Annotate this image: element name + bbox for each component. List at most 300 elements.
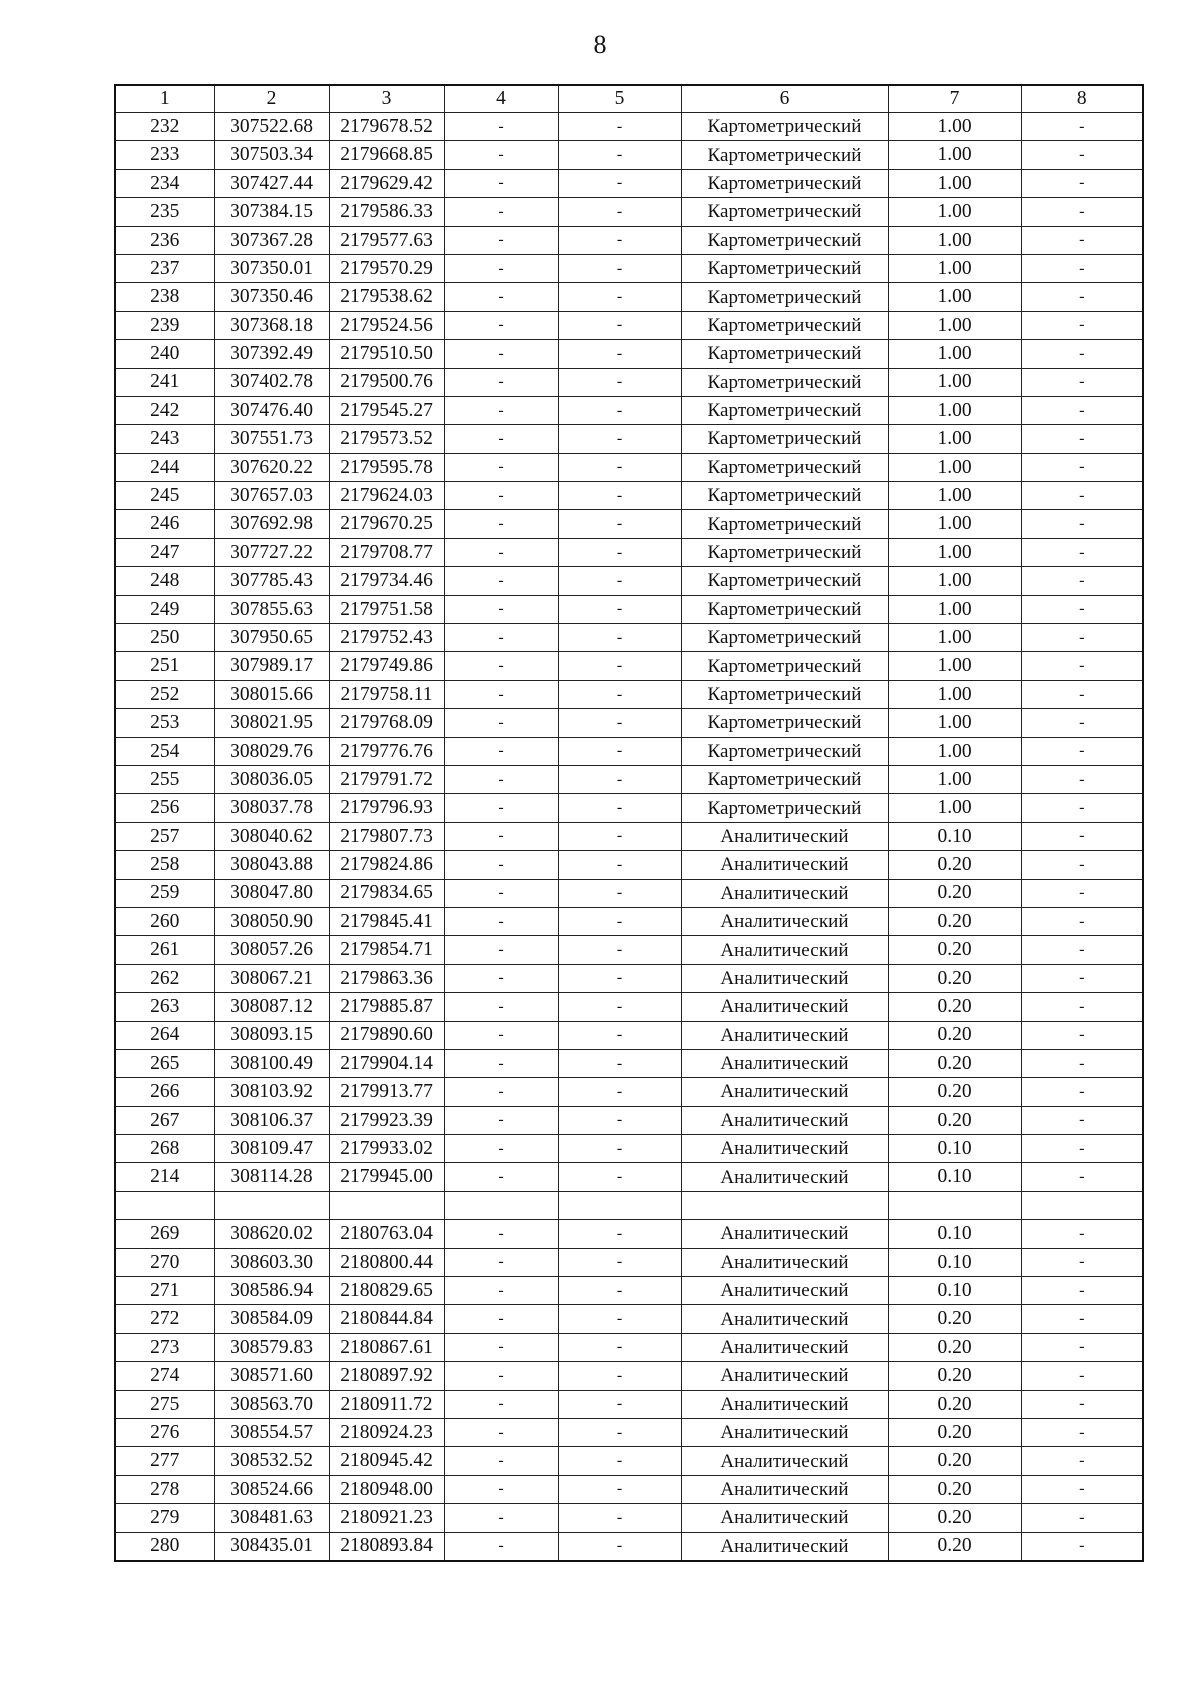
- column-4-cell: -: [444, 1475, 558, 1503]
- y-coordinate-cell: 2179670.25: [329, 510, 444, 538]
- method-cell: Аналитический: [681, 1333, 888, 1361]
- column-8-cell: -: [1021, 567, 1143, 595]
- column-5-cell: -: [558, 1362, 681, 1390]
- accuracy-cell: 1.00: [888, 340, 1021, 368]
- column-8-cell: [1021, 1191, 1143, 1219]
- column-8-cell: -: [1021, 254, 1143, 282]
- column-5-cell: [558, 1191, 681, 1219]
- column-4-cell: -: [444, 340, 558, 368]
- column-4-cell: -: [444, 1418, 558, 1446]
- method-cell: Картометрический: [681, 453, 888, 481]
- table-row: [115, 1390, 1143, 1418]
- column-5-cell: -: [558, 396, 681, 424]
- accuracy-cell: 1.00: [888, 453, 1021, 481]
- column-5-cell: -: [558, 993, 681, 1021]
- accuracy-cell: 0.10: [888, 1220, 1021, 1248]
- column-header: 8: [1021, 85, 1143, 113]
- column-8-cell: -: [1021, 1333, 1143, 1361]
- column-8-cell: -: [1021, 453, 1143, 481]
- column-8-cell: -: [1021, 1390, 1143, 1418]
- column-5-cell: -: [558, 907, 681, 935]
- column-5-cell: -: [558, 851, 681, 879]
- x-coordinate-cell: 307384.15: [214, 198, 329, 226]
- point-number-cell: 280: [115, 1532, 214, 1561]
- accuracy-cell: 1.00: [888, 113, 1021, 141]
- x-coordinate-cell: 308481.63: [214, 1504, 329, 1532]
- x-coordinate-cell: 307367.28: [214, 226, 329, 254]
- table-row: [115, 1277, 1143, 1305]
- column-4-cell: -: [444, 1504, 558, 1532]
- column-8-cell: -: [1021, 1475, 1143, 1503]
- y-coordinate-cell: 2179545.27: [329, 396, 444, 424]
- y-coordinate-cell: 2179749.86: [329, 652, 444, 680]
- x-coordinate-cell: 307950.65: [214, 624, 329, 652]
- point-number-cell: 243: [115, 425, 214, 453]
- column-5-cell: -: [558, 1333, 681, 1361]
- point-number-cell: 278: [115, 1475, 214, 1503]
- y-coordinate-cell: 2179796.93: [329, 794, 444, 822]
- x-coordinate-cell: 308584.09: [214, 1305, 329, 1333]
- column-5-cell: -: [558, 709, 681, 737]
- x-coordinate-cell: 307427.44: [214, 169, 329, 197]
- y-coordinate-cell: 2179570.29: [329, 254, 444, 282]
- column-header: 7: [888, 85, 1021, 113]
- point-number-cell: 238: [115, 283, 214, 311]
- x-coordinate-cell: 308435.01: [214, 1532, 329, 1561]
- accuracy-cell: 0.10: [888, 822, 1021, 850]
- column-5-cell: -: [558, 1049, 681, 1077]
- point-number-cell: 274: [115, 1362, 214, 1390]
- column-8-cell: -: [1021, 993, 1143, 1021]
- method-cell: Картометрический: [681, 141, 888, 169]
- x-coordinate-cell: 308050.90: [214, 907, 329, 935]
- column-8-cell: -: [1021, 851, 1143, 879]
- accuracy-cell: 0.20: [888, 1362, 1021, 1390]
- column-4-cell: -: [444, 1390, 558, 1418]
- accuracy-cell: 1.00: [888, 737, 1021, 765]
- column-8-cell: -: [1021, 1163, 1143, 1191]
- method-cell: Картометрический: [681, 311, 888, 339]
- column-4-cell: -: [444, 425, 558, 453]
- column-4-cell: -: [444, 1447, 558, 1475]
- method-cell: Картометрический: [681, 198, 888, 226]
- column-5-cell: -: [558, 1021, 681, 1049]
- point-number-cell: 258: [115, 851, 214, 879]
- column-4-cell: -: [444, 907, 558, 935]
- point-number-cell: 273: [115, 1333, 214, 1361]
- point-number-cell: 259: [115, 879, 214, 907]
- column-5-cell: -: [558, 1135, 681, 1163]
- point-number-cell: 246: [115, 510, 214, 538]
- column-4-cell: -: [444, 226, 558, 254]
- y-coordinate-cell: 2179890.60: [329, 1021, 444, 1049]
- x-coordinate-cell: 308579.83: [214, 1333, 329, 1361]
- column-4-cell: -: [444, 709, 558, 737]
- point-number-cell: 256: [115, 794, 214, 822]
- method-cell: Аналитический: [681, 822, 888, 850]
- x-coordinate-cell: 307785.43: [214, 567, 329, 595]
- y-coordinate-cell: 2179573.52: [329, 425, 444, 453]
- column-4-cell: -: [444, 964, 558, 992]
- column-5-cell: -: [558, 226, 681, 254]
- column-5-cell: -: [558, 879, 681, 907]
- column-8-cell: -: [1021, 425, 1143, 453]
- column-8-cell: -: [1021, 169, 1143, 197]
- y-coordinate-cell: 2180921.23: [329, 1504, 444, 1532]
- column-5-cell: -: [558, 283, 681, 311]
- column-5-cell: -: [558, 340, 681, 368]
- column-5-cell: -: [558, 1220, 681, 1248]
- table-row: [115, 510, 1143, 538]
- accuracy-cell: 1.00: [888, 425, 1021, 453]
- column-8-cell: -: [1021, 964, 1143, 992]
- column-8-cell: -: [1021, 652, 1143, 680]
- y-coordinate-cell: 2179708.77: [329, 538, 444, 566]
- method-cell: Аналитический: [681, 1248, 888, 1276]
- accuracy-cell: 1.00: [888, 765, 1021, 793]
- column-8-cell: -: [1021, 1277, 1143, 1305]
- column-header: 2: [214, 85, 329, 113]
- table-row: [115, 1418, 1143, 1446]
- table-row: [115, 1135, 1143, 1163]
- point-number-cell: 251: [115, 652, 214, 680]
- table-row: [115, 1532, 1143, 1561]
- y-coordinate-cell: 2180945.42: [329, 1447, 444, 1475]
- x-coordinate-cell: 307657.03: [214, 482, 329, 510]
- x-coordinate-cell: 308554.57: [214, 1418, 329, 1446]
- y-coordinate-cell: 2179776.76: [329, 737, 444, 765]
- table-row: [115, 879, 1143, 907]
- table-row: [115, 453, 1143, 481]
- method-cell: Картометрический: [681, 624, 888, 652]
- y-coordinate-cell: 2179945.00: [329, 1163, 444, 1191]
- column-4-cell: -: [444, 1135, 558, 1163]
- y-coordinate-cell: 2179586.33: [329, 198, 444, 226]
- y-coordinate-cell: 2179510.50: [329, 340, 444, 368]
- column-5-cell: -: [558, 538, 681, 566]
- y-coordinate-cell: 2179752.43: [329, 624, 444, 652]
- accuracy-cell: 0.20: [888, 1021, 1021, 1049]
- point-number-cell: 272: [115, 1305, 214, 1333]
- column-5-cell: -: [558, 198, 681, 226]
- y-coordinate-cell: 2179904.14: [329, 1049, 444, 1077]
- accuracy-cell: 0.20: [888, 1532, 1021, 1561]
- accuracy-cell: 0.10: [888, 1135, 1021, 1163]
- table-row: [115, 737, 1143, 765]
- y-coordinate-cell: 2179834.65: [329, 879, 444, 907]
- accuracy-cell: 1.00: [888, 652, 1021, 680]
- y-coordinate-cell: [329, 1191, 444, 1219]
- x-coordinate-cell: 308029.76: [214, 737, 329, 765]
- table-row: [115, 113, 1143, 141]
- column-5-cell: -: [558, 652, 681, 680]
- method-cell: Аналитический: [681, 1106, 888, 1134]
- column-4-cell: -: [444, 1106, 558, 1134]
- x-coordinate-cell: 308571.60: [214, 1362, 329, 1390]
- column-5-cell: -: [558, 1078, 681, 1106]
- x-coordinate-cell: 308103.92: [214, 1078, 329, 1106]
- column-5-cell: -: [558, 794, 681, 822]
- column-5-cell: -: [558, 169, 681, 197]
- x-coordinate-cell: 308021.95: [214, 709, 329, 737]
- y-coordinate-cell: 2179768.09: [329, 709, 444, 737]
- column-4-cell: -: [444, 453, 558, 481]
- point-number-cell: 239: [115, 311, 214, 339]
- method-cell: Аналитический: [681, 1049, 888, 1077]
- column-8-cell: -: [1021, 595, 1143, 623]
- accuracy-cell: 0.10: [888, 1163, 1021, 1191]
- table-row: [115, 340, 1143, 368]
- column-5-cell: -: [558, 482, 681, 510]
- point-number-cell: 252: [115, 680, 214, 708]
- column-8-cell: -: [1021, 1532, 1143, 1561]
- column-8-cell: -: [1021, 680, 1143, 708]
- x-coordinate-cell: 307989.17: [214, 652, 329, 680]
- table-row: [115, 1248, 1143, 1276]
- table-row: [115, 964, 1143, 992]
- table-row: [115, 425, 1143, 453]
- x-coordinate-cell: 308047.80: [214, 879, 329, 907]
- point-number-cell: 270: [115, 1248, 214, 1276]
- column-8-cell: -: [1021, 1305, 1143, 1333]
- column-8-cell: -: [1021, 510, 1143, 538]
- accuracy-cell: 1.00: [888, 567, 1021, 595]
- column-5-cell: -: [558, 737, 681, 765]
- column-4-cell: -: [444, 1333, 558, 1361]
- point-number-cell: 249: [115, 595, 214, 623]
- method-cell: Аналитический: [681, 964, 888, 992]
- column-4-cell: -: [444, 311, 558, 339]
- column-8-cell: -: [1021, 1106, 1143, 1134]
- column-8-cell: -: [1021, 1021, 1143, 1049]
- column-8-cell: -: [1021, 737, 1143, 765]
- column-8-cell: -: [1021, 936, 1143, 964]
- method-cell: Картометрический: [681, 113, 888, 141]
- x-coordinate-cell: 307476.40: [214, 396, 329, 424]
- column-5-cell: -: [558, 113, 681, 141]
- column-8-cell: -: [1021, 1248, 1143, 1276]
- column-4-cell: -: [444, 1248, 558, 1276]
- table-row: [115, 254, 1143, 282]
- accuracy-cell: 0.20: [888, 879, 1021, 907]
- accuracy-cell: 0.20: [888, 1475, 1021, 1503]
- column-5-cell: -: [558, 1248, 681, 1276]
- x-coordinate-cell: [214, 1191, 329, 1219]
- point-number-cell: 262: [115, 964, 214, 992]
- x-coordinate-cell: 307620.22: [214, 453, 329, 481]
- accuracy-cell: 0.20: [888, 1106, 1021, 1134]
- method-cell: Картометрический: [681, 709, 888, 737]
- y-coordinate-cell: 2180867.61: [329, 1333, 444, 1361]
- accuracy-cell: 1.00: [888, 794, 1021, 822]
- accuracy-cell: 1.00: [888, 538, 1021, 566]
- point-number-cell: 237: [115, 254, 214, 282]
- table-row: [115, 709, 1143, 737]
- column-5-cell: -: [558, 1163, 681, 1191]
- y-coordinate-cell: 2179500.76: [329, 368, 444, 396]
- table-row: [115, 368, 1143, 396]
- accuracy-cell: 1.00: [888, 141, 1021, 169]
- table-row: [115, 1021, 1143, 1049]
- column-4-cell: -: [444, 1532, 558, 1561]
- table-row: [115, 822, 1143, 850]
- method-cell: Аналитический: [681, 993, 888, 1021]
- accuracy-cell: [888, 1191, 1021, 1219]
- column-5-cell: -: [558, 1447, 681, 1475]
- table-row: [115, 794, 1143, 822]
- method-cell: Аналитический: [681, 1475, 888, 1503]
- column-4-cell: -: [444, 624, 558, 652]
- method-cell: Аналитический: [681, 1504, 888, 1532]
- point-number-cell: 235: [115, 198, 214, 226]
- table-row: [115, 1333, 1143, 1361]
- x-coordinate-cell: 307727.22: [214, 538, 329, 566]
- method-cell: Картометрический: [681, 680, 888, 708]
- point-number-cell: [115, 1191, 214, 1219]
- table-row: [115, 1078, 1143, 1106]
- column-5-cell: -: [558, 1475, 681, 1503]
- column-5-cell: -: [558, 425, 681, 453]
- column-4-cell: -: [444, 680, 558, 708]
- column-8-cell: -: [1021, 1447, 1143, 1475]
- column-4-cell: -: [444, 794, 558, 822]
- x-coordinate-cell: 308620.02: [214, 1220, 329, 1248]
- accuracy-cell: 1.00: [888, 709, 1021, 737]
- x-coordinate-cell: 307855.63: [214, 595, 329, 623]
- table-row: [115, 765, 1143, 793]
- page-number: 8: [593, 30, 607, 59]
- y-coordinate-cell: 2179678.52: [329, 113, 444, 141]
- table-row: [115, 1447, 1143, 1475]
- coordinates-table: [114, 84, 1144, 1562]
- column-8-cell: -: [1021, 141, 1143, 169]
- x-coordinate-cell: 308586.94: [214, 1277, 329, 1305]
- y-coordinate-cell: 2180763.04: [329, 1220, 444, 1248]
- y-coordinate-cell: 2179845.41: [329, 907, 444, 935]
- table-row: [115, 1220, 1143, 1248]
- method-cell: Картометрический: [681, 510, 888, 538]
- accuracy-cell: 0.20: [888, 1418, 1021, 1446]
- method-cell: Аналитический: [681, 1532, 888, 1561]
- point-number-cell: 267: [115, 1106, 214, 1134]
- x-coordinate-cell: 307350.01: [214, 254, 329, 282]
- column-8-cell: -: [1021, 226, 1143, 254]
- method-cell: Аналитический: [681, 1305, 888, 1333]
- table-row: [115, 538, 1143, 566]
- y-coordinate-cell: 2179807.73: [329, 822, 444, 850]
- accuracy-cell: 0.10: [888, 1248, 1021, 1276]
- table-row: [115, 283, 1143, 311]
- column-8-cell: -: [1021, 368, 1143, 396]
- column-header: 5: [558, 85, 681, 113]
- column-4-cell: -: [444, 169, 558, 197]
- x-coordinate-cell: 308067.21: [214, 964, 329, 992]
- accuracy-cell: 0.20: [888, 1390, 1021, 1418]
- method-cell: Аналитический: [681, 1277, 888, 1305]
- method-cell: Картометрический: [681, 169, 888, 197]
- point-number-cell: 255: [115, 765, 214, 793]
- accuracy-cell: 1.00: [888, 254, 1021, 282]
- method-cell: Аналитический: [681, 851, 888, 879]
- method-cell: Картометрический: [681, 425, 888, 453]
- column-8-cell: -: [1021, 198, 1143, 226]
- table-row: [115, 141, 1143, 169]
- column-5-cell: -: [558, 624, 681, 652]
- x-coordinate-cell: 308532.52: [214, 1447, 329, 1475]
- table-row: [115, 1504, 1143, 1532]
- column-5-cell: -: [558, 1390, 681, 1418]
- method-cell: Аналитический: [681, 1021, 888, 1049]
- accuracy-cell: 0.20: [888, 993, 1021, 1021]
- column-4-cell: -: [444, 396, 558, 424]
- method-cell: Аналитический: [681, 936, 888, 964]
- x-coordinate-cell: 307350.46: [214, 283, 329, 311]
- point-number-cell: 260: [115, 907, 214, 935]
- method-cell: Картометрический: [681, 368, 888, 396]
- column-8-cell: -: [1021, 907, 1143, 935]
- column-8-cell: -: [1021, 1078, 1143, 1106]
- table-row: [115, 680, 1143, 708]
- column-4-cell: -: [444, 283, 558, 311]
- accuracy-cell: 0.20: [888, 964, 1021, 992]
- method-cell: Картометрический: [681, 595, 888, 623]
- column-8-cell: -: [1021, 822, 1143, 850]
- table-row: [115, 1163, 1143, 1191]
- method-cell: Аналитический: [681, 1447, 888, 1475]
- column-4-cell: -: [444, 936, 558, 964]
- column-4-cell: -: [444, 652, 558, 680]
- column-5-cell: -: [558, 567, 681, 595]
- accuracy-cell: 1.00: [888, 595, 1021, 623]
- y-coordinate-cell: 2179863.36: [329, 964, 444, 992]
- method-cell: Картометрический: [681, 396, 888, 424]
- accuracy-cell: 1.00: [888, 510, 1021, 538]
- point-number-cell: 233: [115, 141, 214, 169]
- method-cell: Картометрический: [681, 254, 888, 282]
- method-cell: Аналитический: [681, 1390, 888, 1418]
- accuracy-cell: 1.00: [888, 311, 1021, 339]
- x-coordinate-cell: 307503.34: [214, 141, 329, 169]
- y-coordinate-cell: 2179885.87: [329, 993, 444, 1021]
- method-cell: Картометрический: [681, 538, 888, 566]
- column-4-cell: -: [444, 1049, 558, 1077]
- column-8-cell: -: [1021, 1135, 1143, 1163]
- table-row: [115, 396, 1143, 424]
- point-number-cell: 240: [115, 340, 214, 368]
- x-coordinate-cell: 308603.30: [214, 1248, 329, 1276]
- column-8-cell: -: [1021, 340, 1143, 368]
- column-5-cell: -: [558, 595, 681, 623]
- y-coordinate-cell: 2179629.42: [329, 169, 444, 197]
- y-coordinate-cell: 2179624.03: [329, 482, 444, 510]
- point-number-cell: 275: [115, 1390, 214, 1418]
- table-row: [115, 198, 1143, 226]
- header-row: [115, 85, 1143, 113]
- column-4-cell: -: [444, 1163, 558, 1191]
- column-5-cell: -: [558, 765, 681, 793]
- point-number-cell: 241: [115, 368, 214, 396]
- x-coordinate-cell: 307551.73: [214, 425, 329, 453]
- column-5-cell: -: [558, 964, 681, 992]
- column-header: 4: [444, 85, 558, 113]
- point-number-cell: 236: [115, 226, 214, 254]
- column-5-cell: -: [558, 1418, 681, 1446]
- column-header: 3: [329, 85, 444, 113]
- column-4-cell: -: [444, 567, 558, 595]
- column-8-cell: -: [1021, 1418, 1143, 1446]
- point-number-cell: 214: [115, 1163, 214, 1191]
- x-coordinate-cell: 308057.26: [214, 936, 329, 964]
